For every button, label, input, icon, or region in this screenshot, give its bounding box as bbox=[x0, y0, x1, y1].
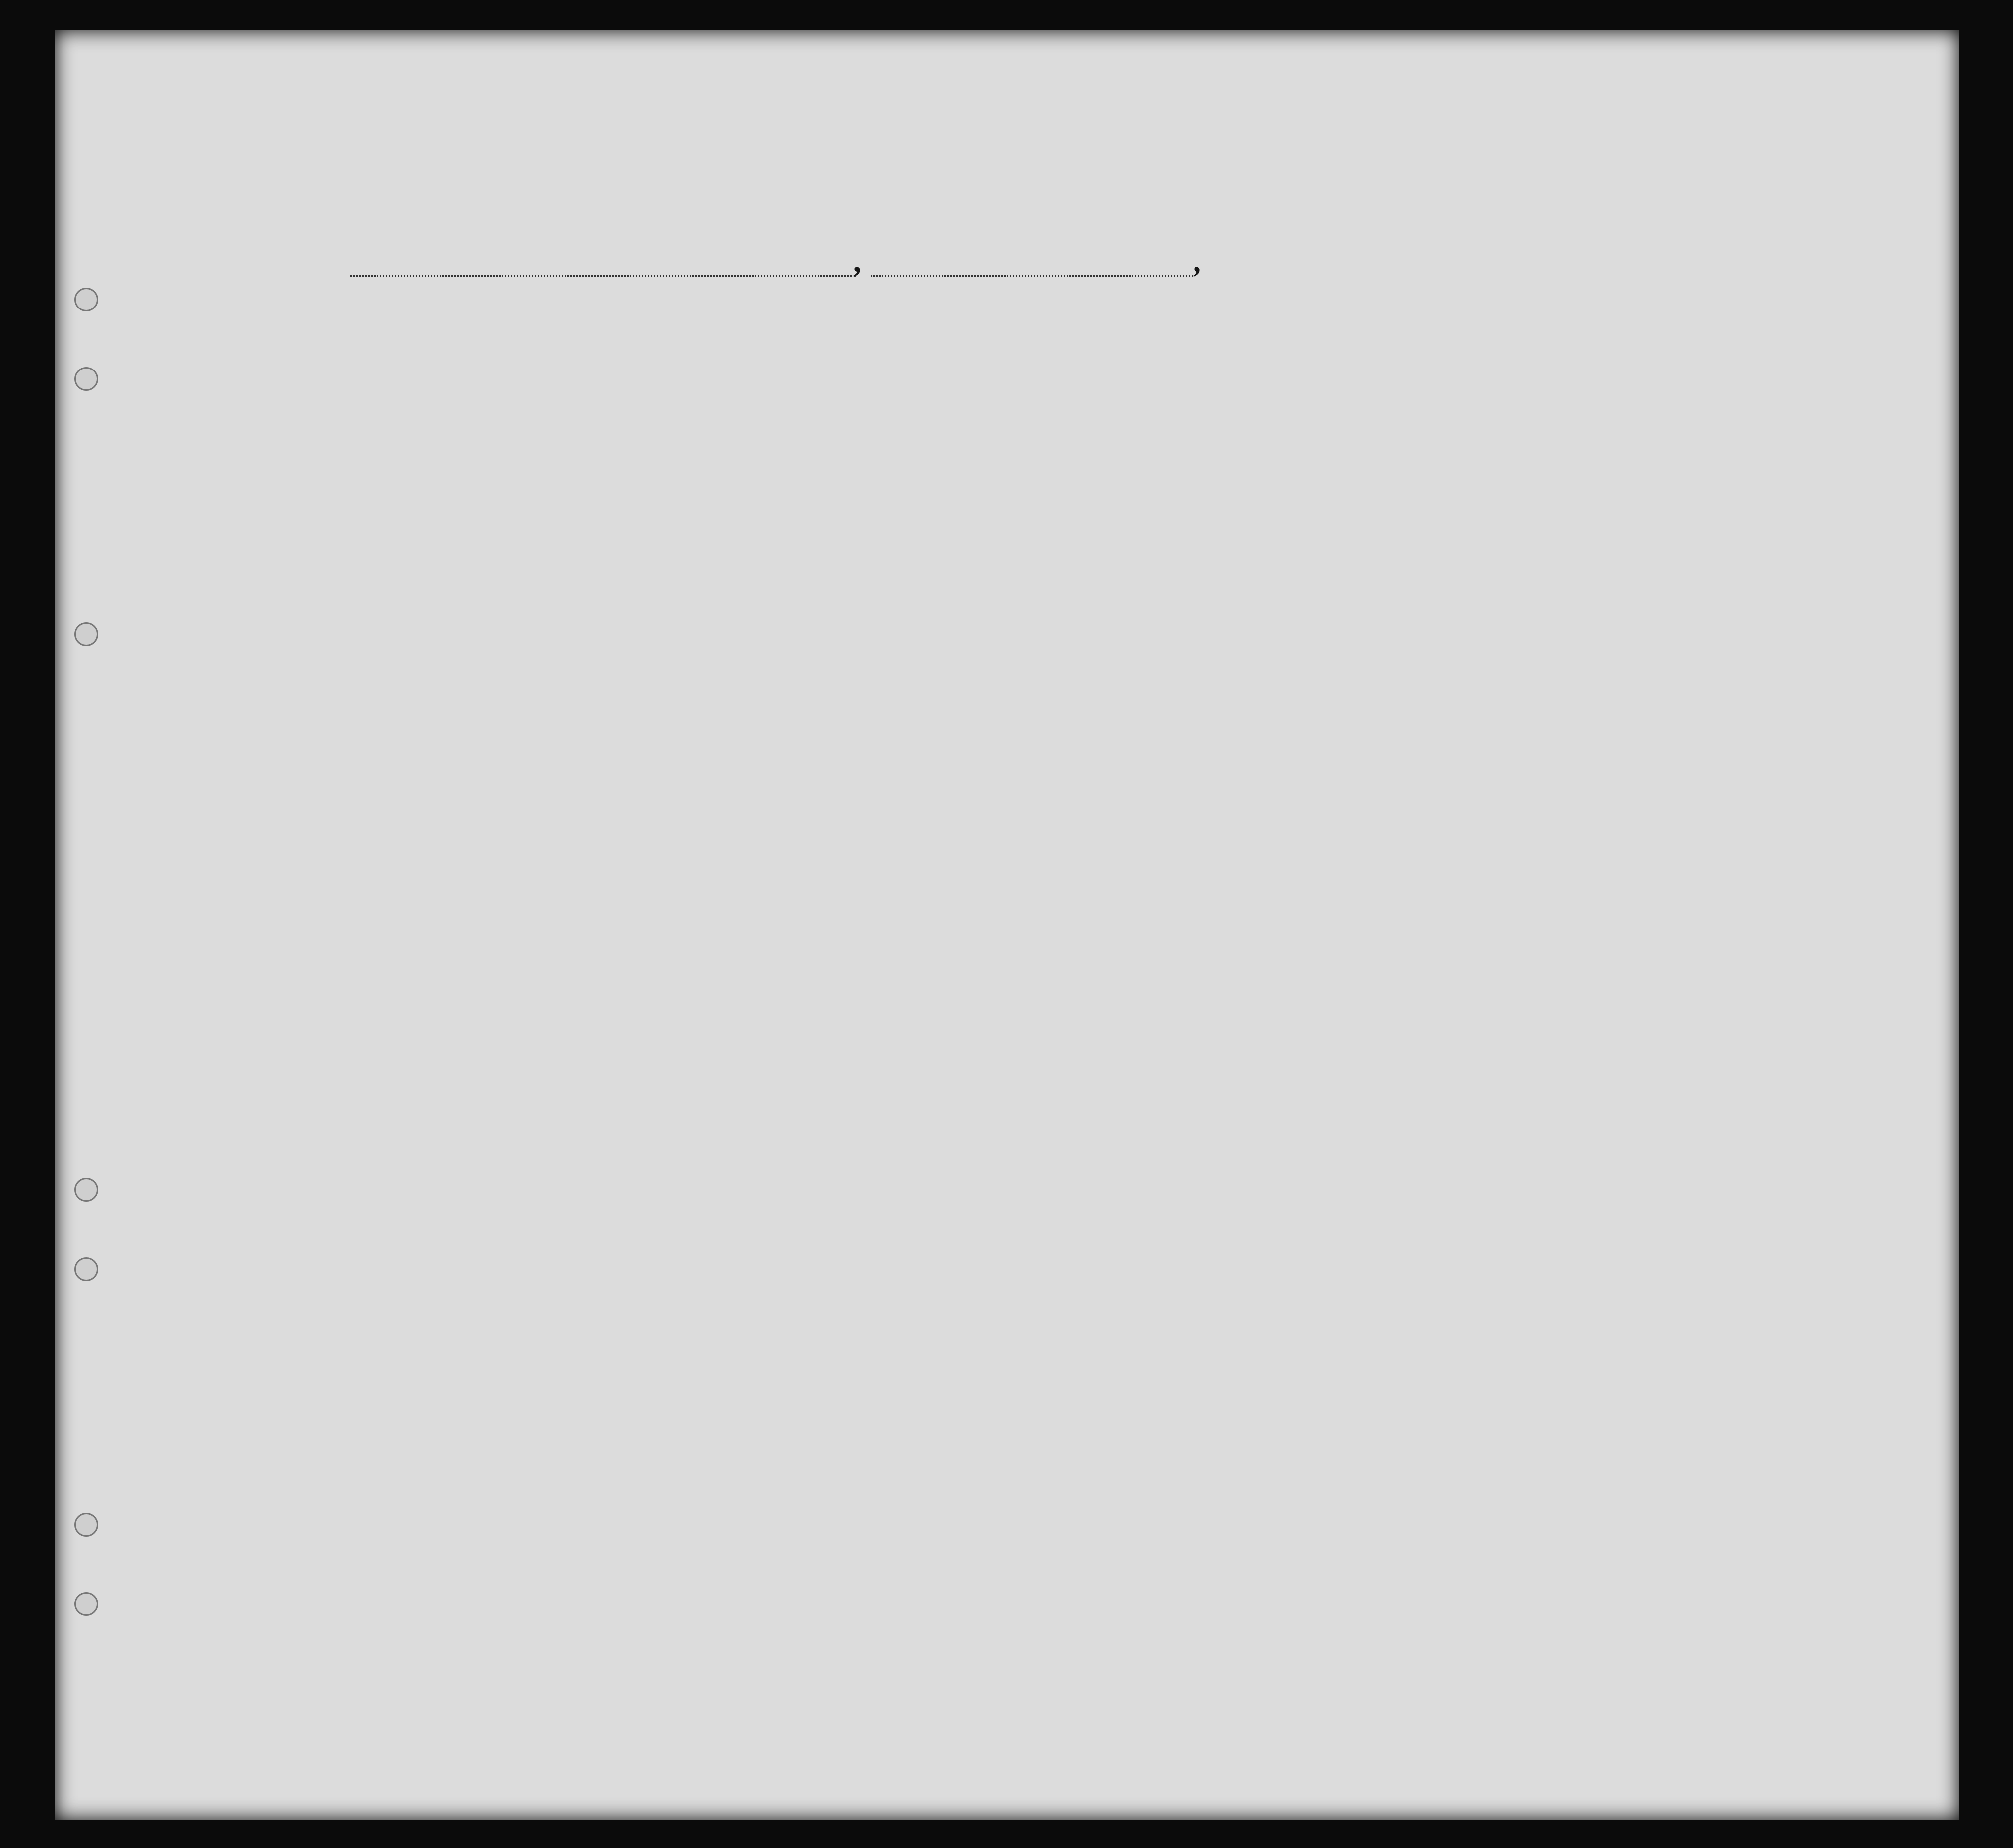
header-prison bbox=[1285, 337, 1315, 461]
header-q28 bbox=[1369, 337, 1416, 461]
header-purpose-citizen bbox=[1245, 342, 1280, 461]
comma: , bbox=[1193, 244, 1201, 279]
comma: , bbox=[853, 244, 861, 279]
header-feet bbox=[1626, 407, 1638, 456]
header-purpose-return bbox=[1122, 342, 1157, 461]
header-q30 bbox=[1456, 337, 1493, 461]
header-inches bbox=[1646, 407, 1658, 456]
header-ticket bbox=[590, 337, 620, 461]
header-polygamist bbox=[1317, 337, 1337, 461]
header-purpose-length bbox=[1191, 342, 1225, 461]
header-q29 bbox=[1421, 337, 1453, 461]
header-anarchist bbox=[1342, 337, 1362, 461]
header-possession-50 bbox=[707, 337, 738, 461]
